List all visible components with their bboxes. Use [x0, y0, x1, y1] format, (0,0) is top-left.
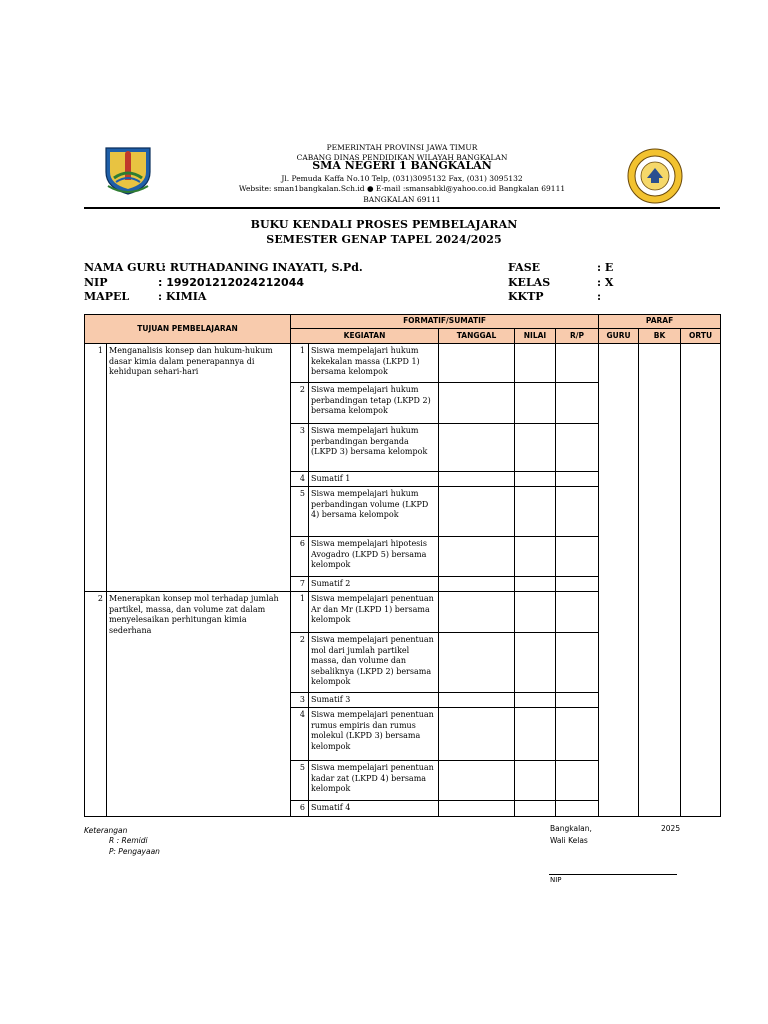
kop-school: SMA NEGERI 1 BANGKALAN	[312, 159, 492, 172]
rp-cell[interactable]	[556, 801, 599, 817]
activity-text: Sumatif 4	[309, 801, 439, 817]
header-guru: GURU	[599, 329, 639, 344]
activity-number: 2	[291, 633, 309, 693]
header-bk: BK	[639, 329, 681, 344]
province-emblem-icon	[100, 142, 156, 196]
rp-cell[interactable]	[556, 761, 599, 801]
activity-text: Siswa mempelajari penentuan rumus empiris dan rumus molekul (LKPD 3) bersama kelompok	[309, 708, 439, 761]
activity-text: Sumatif 2	[309, 577, 439, 592]
activity-number: 6	[291, 801, 309, 817]
nilai-cell[interactable]	[515, 537, 556, 577]
nilai-cell[interactable]	[515, 693, 556, 708]
activity-text: Siswa mempelajari hukum perbandingan volume (LKPD 4) bersama kelompok	[309, 487, 439, 537]
activity-text: Sumatif 3	[309, 693, 439, 708]
tanggal-cell[interactable]	[439, 344, 515, 383]
activity-number: 5	[291, 761, 309, 801]
rp-cell[interactable]	[556, 537, 599, 577]
keterangan-title: Keterangan	[84, 826, 128, 835]
activity-number: 1	[291, 592, 309, 633]
tp-text: Menganalisis konsep dan hukum-hukum dasar kimia dalam penerapannya di kehidupan sehari-hari	[107, 344, 291, 592]
activity-number: 1	[291, 344, 309, 383]
kop-city: BANGKALAN 69111	[363, 195, 441, 204]
mapel-label: MAPEL	[84, 290, 130, 303]
header-paraf: PARAF	[599, 315, 721, 329]
paraf-guru-cell[interactable]	[599, 344, 639, 817]
nilai-cell[interactable]	[515, 633, 556, 693]
fase-value: : E	[597, 261, 614, 274]
tanggal-cell[interactable]	[439, 577, 515, 592]
header-tujuan: TUJUAN PEMBELAJARAN	[85, 315, 291, 344]
activity-text: Siswa mempelajari penentuan kadar zat (LKPD 4) bersama kelompok	[309, 761, 439, 801]
header-formatif: FORMATIF/SUMATIF	[291, 315, 599, 329]
tanggal-cell[interactable]	[439, 693, 515, 708]
rp-cell[interactable]	[556, 693, 599, 708]
rp-cell[interactable]	[556, 592, 599, 633]
nama-value: : RUTHADANING INAYATI, S.Pd.	[162, 261, 363, 274]
nilai-cell[interactable]	[515, 344, 556, 383]
tanggal-cell[interactable]	[439, 633, 515, 693]
nilai-cell[interactable]	[515, 592, 556, 633]
kop-gov: PEMERINTAH PROVINSI JAWA TIMUR	[326, 143, 478, 152]
rp-cell[interactable]	[556, 383, 599, 424]
nilai-cell[interactable]	[515, 383, 556, 424]
nilai-cell[interactable]	[515, 577, 556, 592]
header-ortu: ORTU	[681, 329, 721, 344]
header-tanggal: TANGGAL	[439, 329, 515, 344]
activity-text: Siswa mempelajari hukum perbandingan berganda (LKPD 3) bersama kelompok	[309, 424, 439, 472]
activity-text: Siswa mempelajari penentuan Ar dan Mr (LKPD 1) bersama kelompok	[309, 592, 439, 633]
page-title: BUKU KENDALI PROSES PEMBELAJARAN	[250, 218, 518, 231]
letterhead-divider	[84, 207, 720, 209]
activity-text: Siswa mempelajari hukum kekekalan massa (LKPD 1) bersama kelompok	[309, 344, 439, 383]
school-seal-icon	[627, 148, 683, 204]
tanggal-cell[interactable]	[439, 537, 515, 577]
kop-dept: CABANG DINAS PENDIDIKAN WILAYAH BANGKALAN	[296, 153, 508, 162]
header-rp: R/P	[556, 329, 599, 344]
activity-text: Siswa mempelajari penentuan mol dari jumlah partikel massa, dan volume dan sebaliknya (LKPD 2) bersama kelompok	[309, 633, 439, 693]
fase-label: FASE	[508, 261, 541, 274]
activity-number: 7	[291, 577, 309, 592]
tanggal-cell[interactable]	[439, 761, 515, 801]
nilai-cell[interactable]	[515, 487, 556, 537]
mapel-value: : KIMIA	[158, 290, 207, 303]
kendali-table	[84, 314, 721, 817]
page-subtitle: SEMESTER GENAP TAPEL 2024/2025	[266, 233, 502, 246]
rp-cell[interactable]	[556, 633, 599, 693]
rp-cell[interactable]	[556, 708, 599, 761]
tanggal-cell[interactable]	[439, 801, 515, 817]
nilai-cell[interactable]	[515, 472, 556, 487]
tanggal-cell[interactable]	[439, 383, 515, 424]
activity-text: Sumatif 1	[309, 472, 439, 487]
sign-year: 2025	[661, 824, 681, 833]
rp-cell[interactable]	[556, 424, 599, 472]
activity-text: Siswa mempelajari hipotesis Avogadro (LKPD 5) bersama kelompok	[309, 537, 439, 577]
keterangan-remidi: R : Remidi	[109, 836, 148, 845]
rp-cell[interactable]	[556, 577, 599, 592]
rp-cell[interactable]	[556, 487, 599, 537]
nilai-cell[interactable]	[515, 708, 556, 761]
sign-place: Bangkalan,	[550, 824, 592, 833]
nama-label: NAMA GURU	[84, 261, 165, 274]
nip-label: NIP	[84, 276, 108, 289]
paraf-bk-cell[interactable]	[639, 344, 681, 817]
nilai-cell[interactable]	[515, 801, 556, 817]
activity-number: 3	[291, 693, 309, 708]
tanggal-cell[interactable]	[439, 424, 515, 472]
kelas-label: KELAS	[508, 276, 551, 289]
keterangan-pengayaan: P: Pengayaan	[109, 847, 160, 856]
activity-number: 3	[291, 424, 309, 472]
kktp-value: :	[597, 290, 602, 303]
kop-contact: Website: sman1bangkalan.Sch.id ● E-mail :smansabkl@yahoo.co.id Bangkalan 69111	[238, 184, 566, 193]
activity-text: Siswa mempelajari hukum perbandingan tetap (LKPD 2) bersama kelompok	[309, 383, 439, 424]
tp-number: 1	[85, 344, 107, 592]
tp-text: Menerapkan konsep mol terhadap jumlah partikel, massa, dan volume zat dalam menyelesaikan perhitungan kimia sederhana	[107, 592, 291, 817]
signature-line	[549, 874, 677, 875]
tanggal-cell[interactable]	[439, 592, 515, 633]
nilai-cell[interactable]	[515, 424, 556, 472]
tanggal-cell[interactable]	[439, 487, 515, 537]
nilai-cell[interactable]	[515, 761, 556, 801]
rp-cell[interactable]	[556, 472, 599, 487]
activity-number: 6	[291, 537, 309, 577]
tp-number: 2	[85, 592, 107, 817]
activity-number: 2	[291, 383, 309, 424]
header-nilai: NILAI	[515, 329, 556, 344]
activity-number: 4	[291, 708, 309, 761]
nip-value: : 199201212024212044	[158, 276, 304, 289]
paraf-ortu-cell[interactable]	[681, 344, 721, 817]
header-kegiatan: KEGIATAN	[291, 329, 439, 344]
activity-number: 4	[291, 472, 309, 487]
tanggal-cell[interactable]	[439, 708, 515, 761]
kop-address: Jl. Pemuda Kaffa No.10 Telp, (031)3095132 Fax, (031) 3095132	[281, 174, 523, 183]
kelas-value: : X	[597, 276, 614, 289]
sign-role: Wali Kelas	[550, 836, 588, 845]
activity-number: 5	[291, 487, 309, 537]
tanggal-cell[interactable]	[439, 472, 515, 487]
rp-cell[interactable]	[556, 344, 599, 383]
table-row	[85, 344, 721, 383]
sign-nip-label: NIP	[550, 876, 562, 884]
kktp-label: KKTP	[508, 290, 544, 303]
